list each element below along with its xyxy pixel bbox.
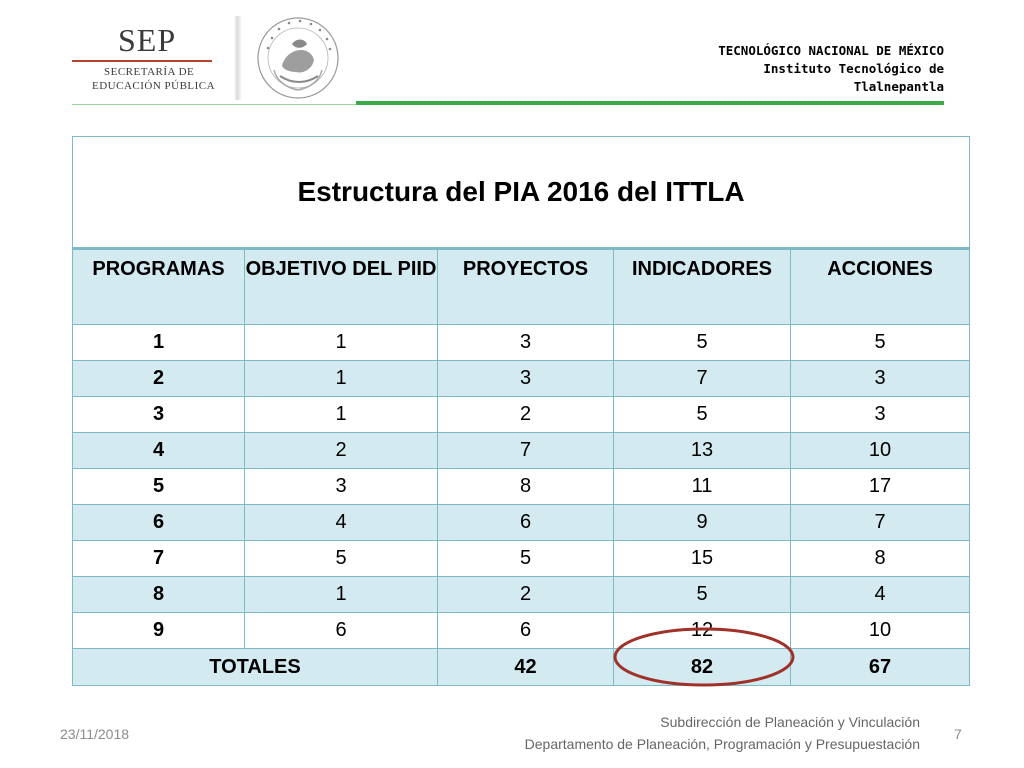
table-cell: 5 xyxy=(245,541,438,577)
table-row xyxy=(73,613,970,649)
table-cell: 3 xyxy=(791,361,970,397)
table-cell: 8 xyxy=(438,469,614,505)
totals-proyectos: 42 xyxy=(438,649,614,686)
totals-row xyxy=(73,649,970,686)
table-cell: 7 xyxy=(614,361,791,397)
institution-line-2: Instituto Tecnológico de xyxy=(763,61,944,76)
column-header: OBJETIVO DEL PIID xyxy=(245,249,438,325)
totals-indicadores: 82 xyxy=(614,649,791,686)
table-cell: 1 xyxy=(245,325,438,361)
program-number-cell: 9 xyxy=(73,613,245,649)
program-number-cell: 2 xyxy=(73,361,245,397)
table-cell: 3 xyxy=(438,361,614,397)
table-cell: 5 xyxy=(614,325,791,361)
table-cell: 1 xyxy=(245,397,438,433)
table-cell: 5 xyxy=(614,397,791,433)
table-cell: 5 xyxy=(614,577,791,613)
table-cell: 3 xyxy=(791,397,970,433)
table-row xyxy=(73,433,970,469)
table-cell: 6 xyxy=(245,613,438,649)
table-cell: 15 xyxy=(614,541,791,577)
program-number-cell: 3 xyxy=(73,397,245,433)
table-cell: 5 xyxy=(438,541,614,577)
sep-subtitle-2: EDUCACIÓN PÚBLICA xyxy=(92,80,216,92)
pia-table-container xyxy=(72,136,969,686)
column-header: ACCIONES xyxy=(791,249,970,325)
pia-table xyxy=(72,136,970,686)
program-number-cell: 5 xyxy=(73,469,245,505)
table-cell: 6 xyxy=(438,613,614,649)
table-cell: 1 xyxy=(245,361,438,397)
totals-acciones: 67 xyxy=(791,649,970,686)
institution-block xyxy=(718,42,944,96)
table-row xyxy=(73,325,970,361)
institution-line-1: TECNOLÓGICO NACIONAL DE MÉXICO xyxy=(718,43,944,58)
header-rule-thin xyxy=(72,104,356,105)
column-header: PROGRAMAS xyxy=(73,249,245,325)
institution-line-3: Tlalnepantla xyxy=(853,79,944,94)
table-title: Estructura del PIA 2016 del ITTLA xyxy=(73,137,970,249)
table-row xyxy=(73,361,970,397)
table-cell: 8 xyxy=(791,541,970,577)
program-number-cell: 4 xyxy=(73,433,245,469)
page-number: 7 xyxy=(954,726,962,742)
program-number-cell: 8 xyxy=(73,577,245,613)
table-row xyxy=(73,397,970,433)
table-cell: 5 xyxy=(791,325,970,361)
table-cell: 12 xyxy=(614,613,791,649)
sep-logo-rule xyxy=(72,60,212,62)
mexico-seal-icon xyxy=(252,14,344,102)
table-row xyxy=(73,541,970,577)
table-header-row xyxy=(73,249,970,325)
program-number-cell: 1 xyxy=(73,325,245,361)
table-cell: 6 xyxy=(438,505,614,541)
totals-label: TOTALES xyxy=(73,649,438,686)
table-cell: 3 xyxy=(438,325,614,361)
header-rule xyxy=(356,101,944,105)
table-row xyxy=(73,577,970,613)
table-cell: 9 xyxy=(614,505,791,541)
table-cell: 2 xyxy=(438,577,614,613)
column-header: PROYECTOS xyxy=(438,249,614,325)
footer-date: 23/11/2018 xyxy=(60,726,130,742)
table-cell: 17 xyxy=(791,469,970,505)
table-cell: 2 xyxy=(438,397,614,433)
table-cell: 10 xyxy=(791,433,970,469)
table-cell: 10 xyxy=(791,613,970,649)
table-cell: 4 xyxy=(245,505,438,541)
column-header: INDICADORES xyxy=(614,249,791,325)
program-number-cell: 6 xyxy=(73,505,245,541)
table-cell: 11 xyxy=(614,469,791,505)
table-cell: 7 xyxy=(438,433,614,469)
table-cell: 7 xyxy=(791,505,970,541)
table-row xyxy=(73,469,970,505)
table-row xyxy=(73,505,970,541)
table-cell: 3 xyxy=(245,469,438,505)
table-cell: 2 xyxy=(245,433,438,469)
footer-line-2: Departamento de Planeación, Programación y Presupuestación xyxy=(524,736,920,752)
program-number-cell: 7 xyxy=(73,541,245,577)
sep-logo-text: SEP xyxy=(118,22,177,58)
footer-line-1: Subdirección de Planeación y Vinculación xyxy=(660,714,920,730)
table-cell: 1 xyxy=(245,577,438,613)
table-cell: 13 xyxy=(614,433,791,469)
header-divider xyxy=(234,16,242,100)
table-cell: 4 xyxy=(791,577,970,613)
sep-subtitle-1: SECRETARÍA DE xyxy=(104,66,195,78)
